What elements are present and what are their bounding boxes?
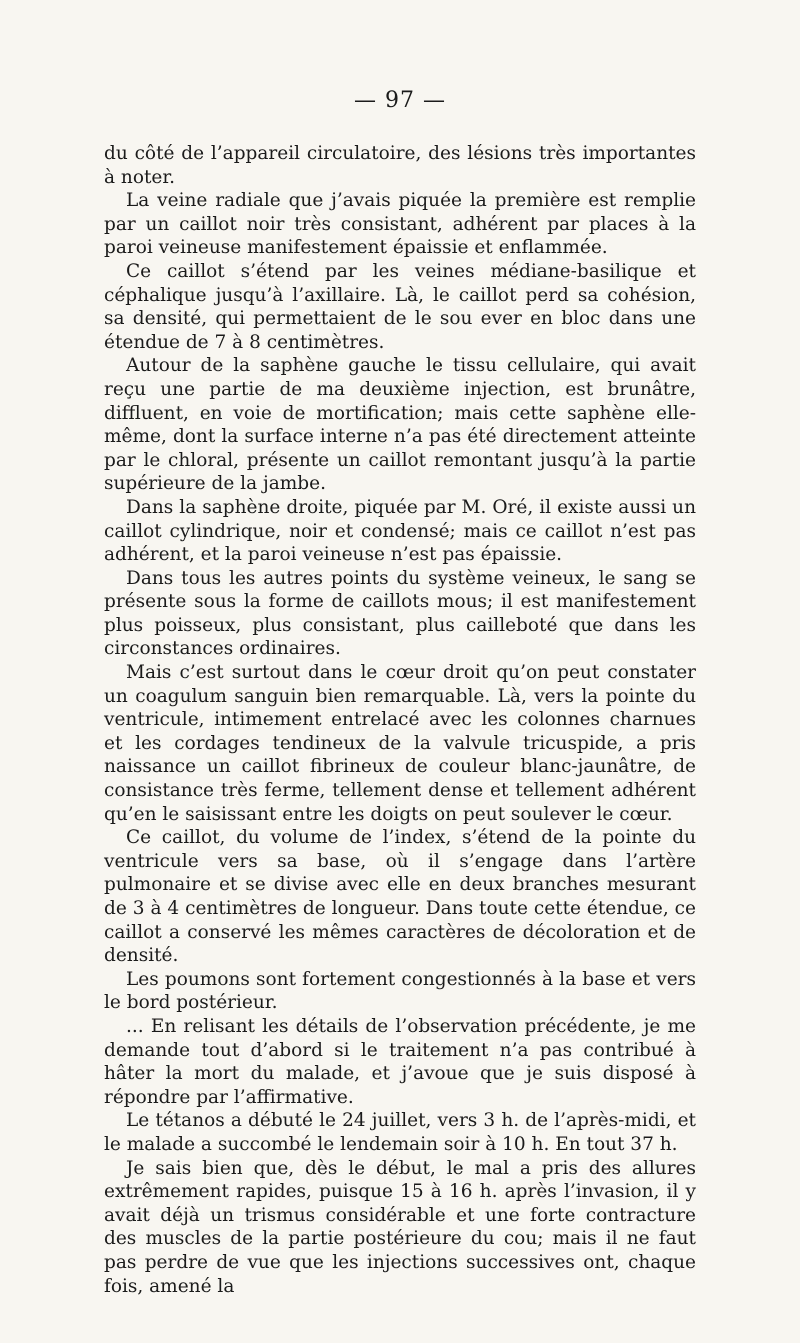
page-number: — 97 — [354,88,446,113]
paragraph-6: Dans tous les autres points du système veineux, le sang se présente sous la forme de caillots mous; il est manifestement plus poisseux, plus consistant, plus caillebоté que dans les circonstances ordinaires. [104,567,696,660]
paragraph-4: Autour de la saphène gauche le tissu cellulaire, qui avait reçu une partie de ma deuxième injection, est brunâtre, diffluent, en voie de mortification; mais cette saphène elle-même, dont la surface interne n’a pas été directement atteinte par le chloral, présente un caillot remontant jusqu’à la partie supérieure de la jambe. [104,355,696,495]
paragraph-8: Ce caillot, du volume de l’index, s’étend de la pointe du ventricule vers sa base, où il s’engage dans l’artère pulmonaire et se divise avec elle en deux branches mesurant de 3 à 4 centimètres de longueur. Dans toute cette étendue, ce caillot a conservé les mêmes caractères de décoloration et de densité. [104,827,696,967]
paragraph-10: ... En relisant les détails de l’observation précédente, je me demande tout d’abord si le traitement n’a pas contribué à hâter la mort du malade, et j’avoue que je suis disposé à répondre par l’affirmative. [104,1015,696,1108]
paragraph-1: du côté de l’appareil circulatoire, des lésions très importantes à noter. [104,143,696,188]
paragraph-12: Je sais bien que, dès le début, le mal a pris des allures extrêmement rapides, puisque 15 à 16 h. après l’invasion, il y avait déjà un trismus considérable et une forte contracture des muscles de la partie postérieure du cou; mais il ne faut pas perdre de vue que les injections successives ont, chaque fois, amené la [104,1157,696,1297]
paragraph-3: Ce caillot s’étend par les veines médiane-basilique et céphalique jusqu’à l’axillaire. Là, le caillot perd sa cohésion, sa densité, qui permettaient de le sou ever en bloc dans une étendue de 7 à 8 centimètres. [104,260,696,353]
paragraph-7: Mais c’est surtout dans le cœur droit qu’on peut constater un coagulum sanguin bien remarquable. Là, vers la pointe du ventricule, intimement entrelacé avec les colonnes charnues et les cordages tendineux de la valvule tricuspide, a pris naissance un caillot fibrineux de couleur blanc-jaunâtre, de consistance très ferme, tellement dense et tellement adhérent qu’en le saisissant entre les doigts on peut soulever le cœur. [104,662,696,825]
body-text [104,142,696,1298]
paragraph-11: Le tétanos a débuté le 24 juillet, vers 3 h. de l’après-midi, et le malade a succombé le lendemain soir à 10 h. En tout 37 h. [104,1110,696,1155]
paragraph-5: Dans la saphène droite, piquée par M. Oré, il existe aussi un caillot cylindrique, noir et condensé; mais ce caillot n’est pas adhérent, et la paroi veineuse n’est pas épaissie. [104,496,696,566]
paragraph-2: La veine radiale que j’avais piquée la première est remplie par un caillot noir très consistant, adhérent par places à la paroi veineuse manifestement épaissie et enflammée. [104,190,696,259]
paragraph-9: Les poumons sont fortement congestionnés à la base et vers le bord postérieur. [104,968,696,1014]
